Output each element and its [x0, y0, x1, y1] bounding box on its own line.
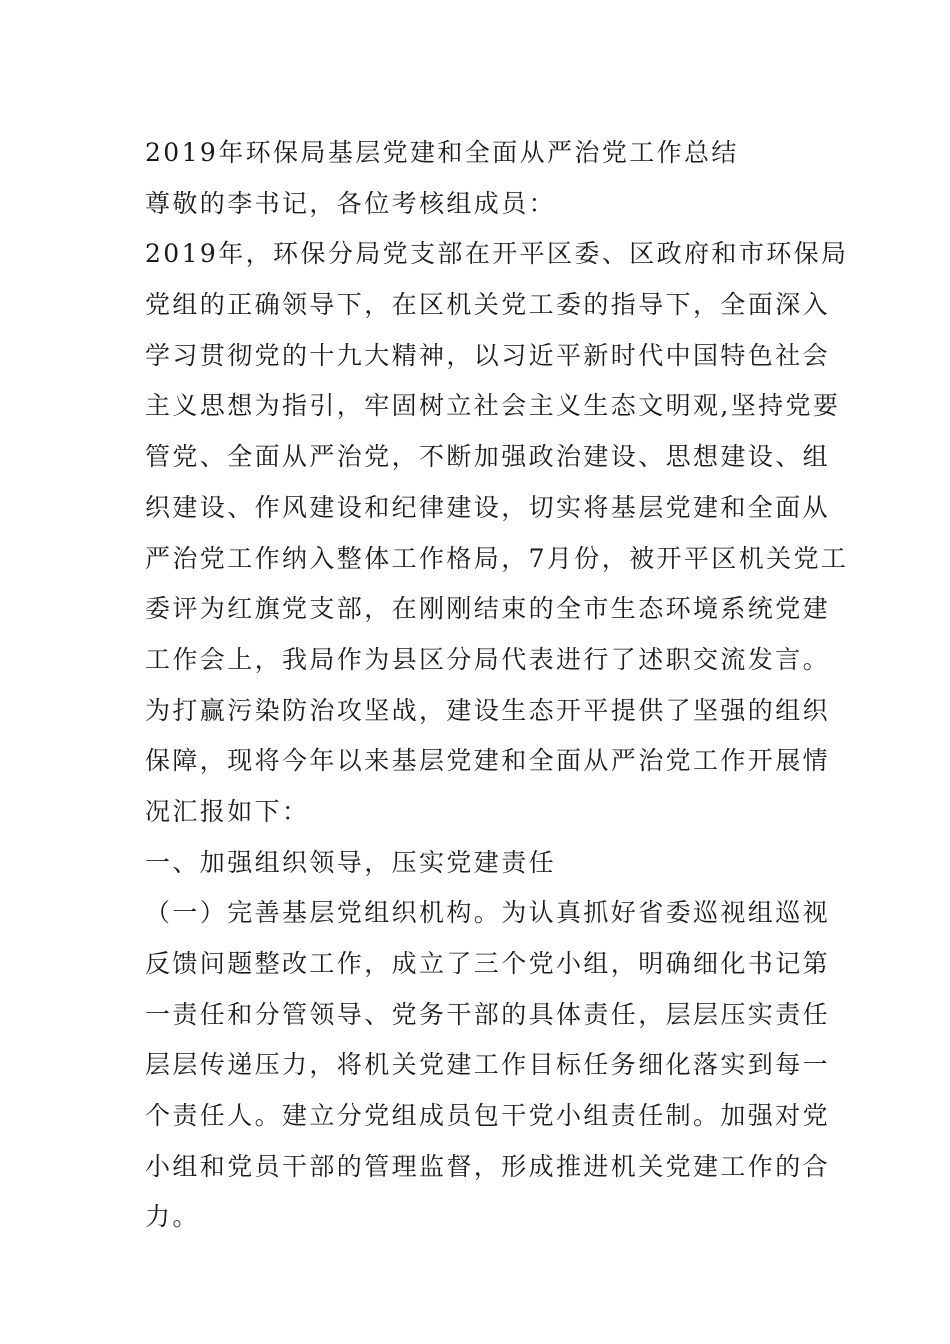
text-line: 主义思想为指引，牢固树立社会主义生态文明观,坚持党要 [145, 391, 841, 421]
text-line: 个责任人。建立分党组成员包干党小组责任制。加强对党 [145, 1101, 831, 1131]
text-line: 管党、全面从严治党，不断加强政治建设、思想建设、组 [145, 442, 831, 472]
text-line: 力。 [145, 1202, 200, 1232]
text-line: 小组和党员干部的管理监督，形成推进机关党建工作的合 [145, 1151, 831, 1181]
text-line: 层层传递压力，将机关党建工作目标任务细化落实到每一 [145, 1050, 831, 1080]
text-line: 工作会上，我局作为县区分局代表进行了述职交流发言。 [145, 644, 831, 674]
text-line: （一）完善基层党组织机构。为认真抓好省委巡视组巡视 [145, 898, 831, 928]
text-line: 学习贯彻党的十九大精神，以习近平新时代中国特色社会 [145, 340, 831, 370]
salutation: 尊敬的李书记，各位考核组成员： [145, 188, 557, 218]
paragraph-intro [145, 229, 849, 837]
text-line: 一责任和分管领导、党务干部的具体责任，层层压实责任 [145, 999, 831, 1029]
text-line: 反馈问题整改工作，成立了三个党小组，明确细化书记第 [145, 949, 831, 978]
document-body [145, 128, 849, 1243]
document-title: 2019年环保局基层党建和全面从严治党工作总结 [145, 138, 739, 167]
text-line: 保障，现将今年以来基层党建和全面从严治党工作开展情 [145, 746, 831, 776]
text-line: 委评为红旗党支部，在刚刚结束的全市生态环境系统党建 [145, 594, 831, 624]
text-line: 为打赢污染防治攻坚战，建设生态开平提供了坚强的组织 [145, 695, 831, 725]
text-line: 况汇报如下： [145, 796, 310, 826]
paragraph-organization [145, 888, 831, 1243]
text-line: 织建设、作风建设和纪律建设，切实将基层党建和全面从 [145, 492, 831, 522]
section-heading: 一、加强组织领导，压实党建责任 [145, 847, 557, 877]
text-line: 严治党工作纳入整体工作格局，7月份，被开平区机关党工 [145, 543, 849, 573]
text-line: 党组的正确领导下，在区机关党工委的指导下，全面深入 [145, 290, 831, 320]
text-line: 2019年，环保分局党支部在开平区委、区政府和市环保局 [145, 239, 849, 269]
